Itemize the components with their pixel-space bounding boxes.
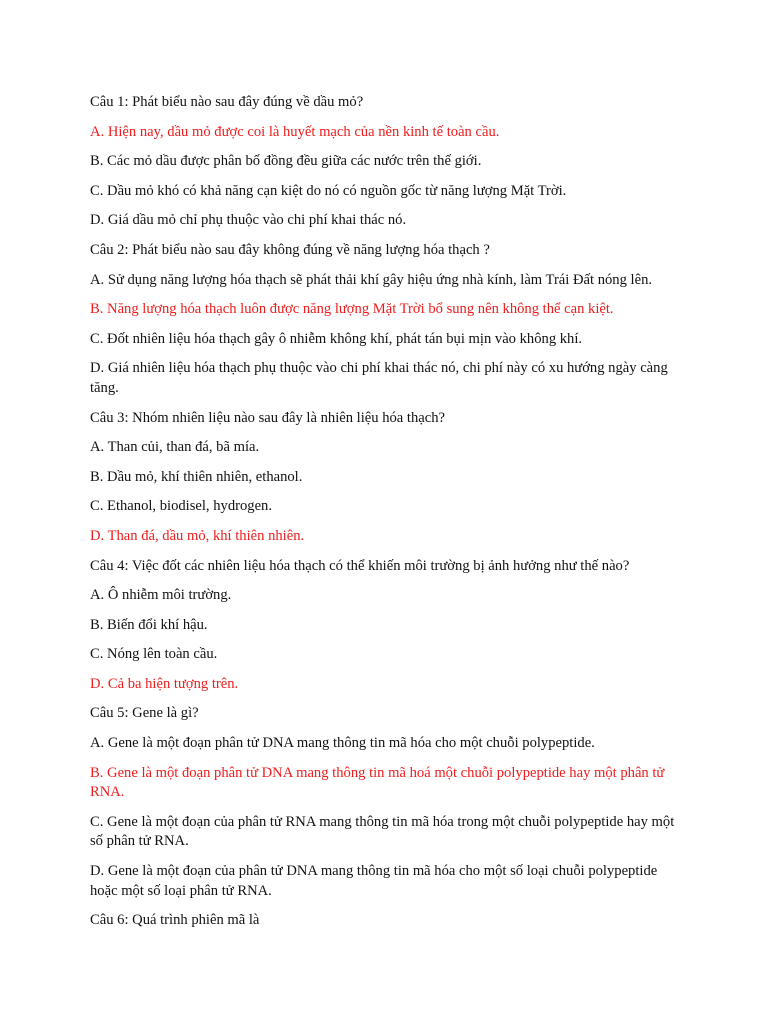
- question-5-option-c: C. Gene là một đoạn của phân tử RNA mang thông tin mã hóa trong một chuỗi polypeptide hay một số phân tử RNA.: [90, 813, 675, 850]
- question-4-option-b: B. Biến đổi khí hậu.: [90, 616, 208, 633]
- question-3-option-b: B. Dầu mỏ, khí thiên nhiên, ethanol.: [90, 468, 303, 485]
- question-5-option-d: D. Gene là một đoạn của phân tử DNA mang thông tin mã hóa cho một số loại chuỗi polypeptide hoặc một số loại phân tử RNA.: [90, 863, 658, 899]
- question-3: Câu 3: Nhóm nhiên liệu nào sau đây là nhiên liệu hóa thạch?: [90, 409, 446, 426]
- question-6: Câu 6: Quá trình phiên mã là: [90, 912, 260, 929]
- question-5-option-a: A. Gene là một đoạn phân tử DNA mang thông tin mã hóa cho một chuỗi polypeptide.: [90, 735, 595, 752]
- question-2-option-d: D. Giá nhiên liệu hóa thạch phụ thuộc vào chi phí khai thác nó, chi phí này có xu hướng ngày càng tăng.: [90, 360, 668, 396]
- question-4-option-d-answer: D. Cả ba hiện tượng trên.: [90, 675, 239, 692]
- question-5: Câu 5: Gene là gì?: [90, 705, 199, 722]
- question-2: Câu 2: Phát biểu nào sau đây không đúng về năng lượng hóa thạch ?: [90, 241, 490, 258]
- question-3-option-d-answer: D. Than đá, dầu mỏ, khí thiên nhiên.: [90, 527, 305, 544]
- document-body: [90, 93, 685, 941]
- question-3-option-c: C. Ethanol, biodisel, hydrogen.: [90, 498, 272, 515]
- question-5-option-b-answer: B. Gene là một đoạn phân tử DNA mang thông tin mã hoá một chuỗi polypeptide hay một phân tử RNA.: [90, 764, 665, 801]
- question-1-option-a-answer: A. Hiện nay, dầu mỏ được coi là huyết mạch của nền kinh tế toàn cầu.: [90, 123, 500, 140]
- question-1-option-b: B. Các mỏ dầu được phân bố đồng đều giữa các nước trên thế giới.: [90, 153, 482, 170]
- question-4-option-a: A. Ô nhiễm môi trường.: [90, 587, 232, 604]
- question-1-option-d: D. Giá dầu mỏ chỉ phụ thuộc vào chi phí khai thác nó.: [90, 212, 407, 229]
- question-2-option-b-answer: B. Năng lượng hóa thạch luôn được năng lượng Mặt Trời bổ sung nên không thể cạn kiệt.: [90, 301, 614, 318]
- question-1-option-c: C. Dầu mỏ khó có khả năng cạn kiệt do nó có nguồn gốc từ năng lượng Mặt Trời.: [90, 182, 567, 199]
- question-3-option-a: A. Than củi, than đá, bã mía.: [90, 439, 260, 456]
- question-2-option-a: A. Sử dụng năng lượng hóa thạch sẽ phát thải khí gây hiệu ứng nhà kính, làm Trái Đất nóng lên.: [90, 271, 653, 288]
- question-2-option-c: C. Đốt nhiên liệu hóa thạch gây ô nhiễm không khí, phát tán bụi mịn vào không khí.: [90, 330, 583, 347]
- question-4: Câu 4: Việc đốt các nhiên liệu hóa thạch có thể khiến môi trường bị ảnh hưởng như thế nào?: [90, 557, 630, 574]
- question-4-option-c: C. Nóng lên toàn cầu.: [90, 646, 218, 663]
- question-1: Câu 1: Phát biểu nào sau đây đúng về dầu mỏ?: [90, 94, 364, 110]
